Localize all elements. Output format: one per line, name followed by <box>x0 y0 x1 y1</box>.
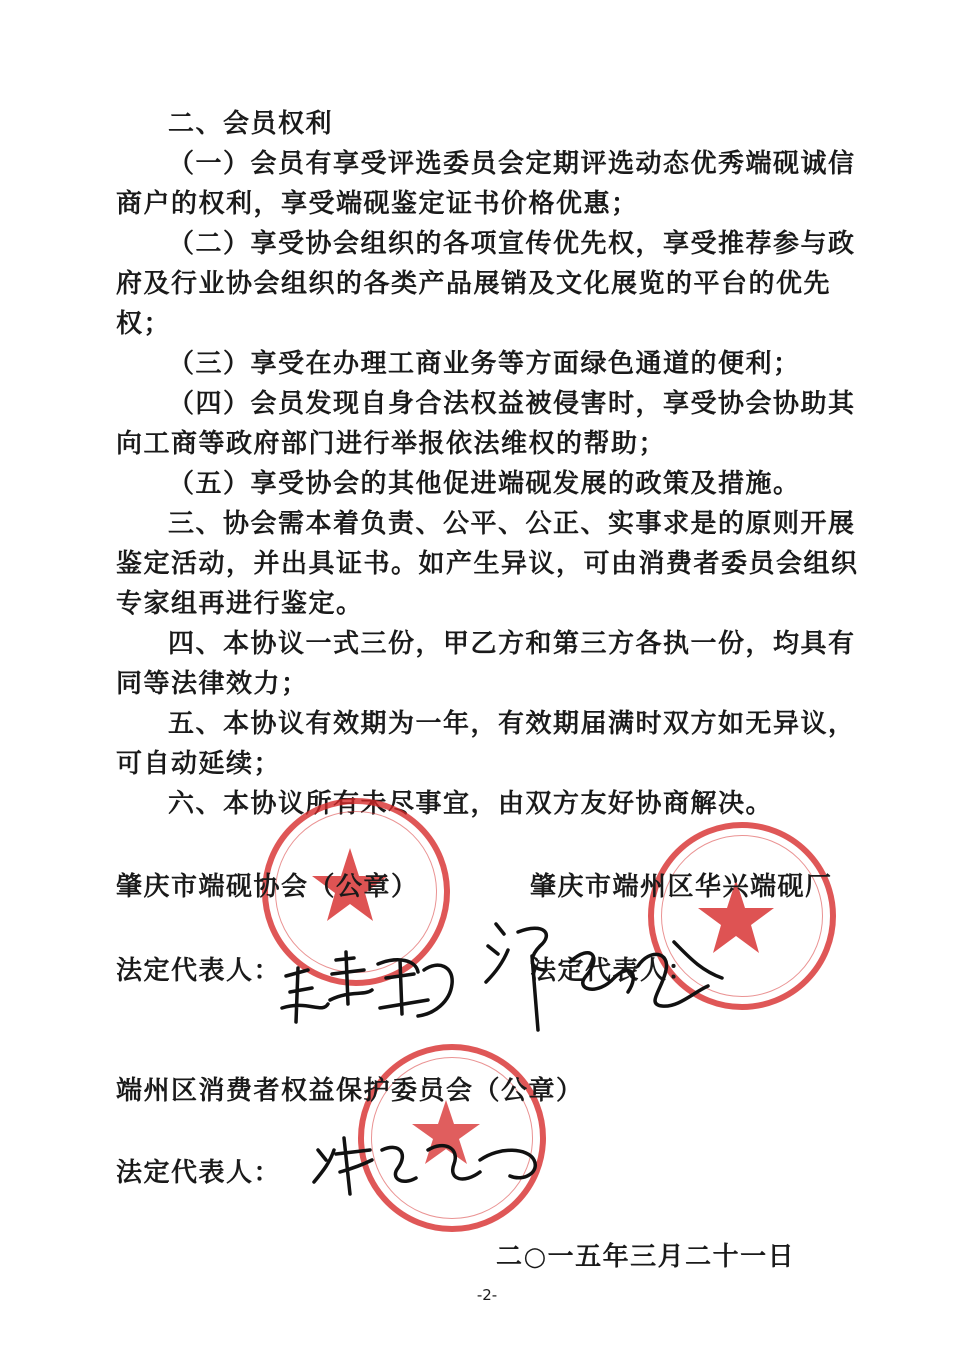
party-a-label: 肇庆市端砚协会（公章） <box>116 872 419 902</box>
section-four: 四、本协议一式三份，甲乙方和第三方各执一份，均具有同等法律效力； <box>116 629 856 699</box>
party-b-label: 肇庆市端州区华兴端砚厂 <box>530 872 833 902</box>
clause-5: （五）享受协会的其他促进端砚发展的政策及措施。 <box>168 469 801 499</box>
party-c-rep-label: 法定代表人： <box>116 1158 282 1188</box>
signature-rep-a <box>268 930 478 1030</box>
signing-date: 二○一五年三月二十一日 <box>496 1242 796 1272</box>
section-three: 三、协会需本着负责、公平、公正、实事求是的原则开展鉴定活动，并出具证书。如产生异议，可由消费者委员会组织专家组再进行鉴定。 <box>116 509 859 619</box>
clause-1: （一）会员有享受评选委员会定期评选动态优秀端砚诚信商户的权利，享受端砚鉴定证书价格优惠； <box>116 149 856 219</box>
section-heading-member-rights: 二、会员权利 <box>168 109 334 139</box>
signature-rep-b <box>474 912 734 1032</box>
party-b-rep-label: 法定代表人： <box>530 956 696 986</box>
clause-2: （二）享受协会组织的各项宣传优先权，享受推荐参与政府及行业协会组织的各类产品展销及文化展览的平台的优先权； <box>116 229 856 339</box>
agreement-body <box>116 104 864 824</box>
clause-3: （三）享受在办理工商业务等方面绿色通道的便利； <box>168 349 801 379</box>
section-six: 六、本协议所有未尽事宜，由双方友好协商解决。 <box>168 789 774 819</box>
party-c-label: 端州区消费者权益保护委员会（公章） <box>116 1076 584 1106</box>
clause-4: （四）会员发现自身合法权益被侵害时，享受协会协助其向工商等政府部门进行举报依法维权的帮助； <box>116 389 856 459</box>
signature-rep-c <box>304 1120 564 1200</box>
page-number: -2- <box>476 1286 498 1304</box>
party-a-rep-label: 法定代表人： <box>116 956 282 986</box>
section-five: 五、本协议有效期为一年，有效期届满时双方如无异议，可自动延续； <box>116 709 856 779</box>
